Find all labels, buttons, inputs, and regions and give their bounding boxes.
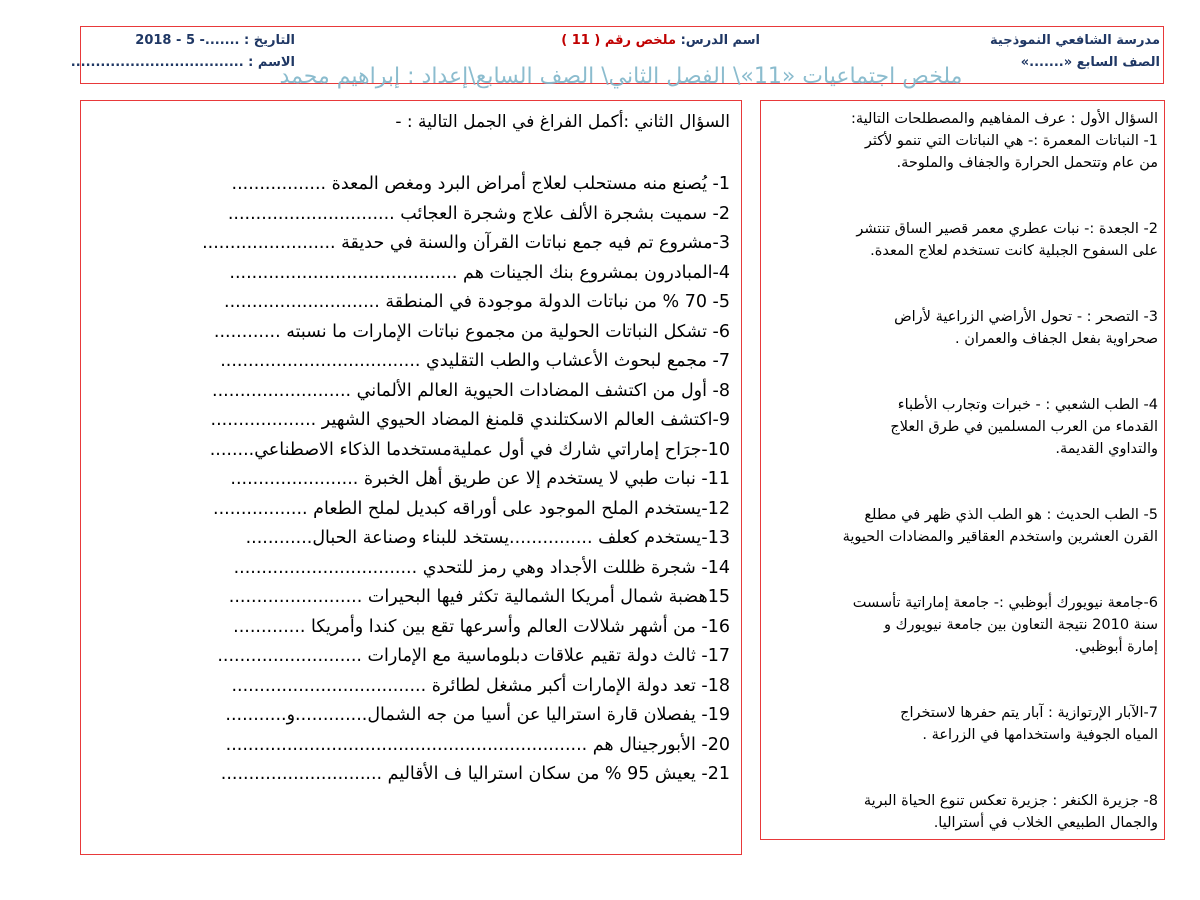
definition-item [770,306,1158,350]
definition-item [770,702,1158,746]
definition-line: القرن العشرين واستخدم العقاقير والمضادات الحيوية [842,529,1158,545]
question-one-title: السؤال الأول : عرف المفاهيم والمصطلحات التالية: [851,111,1158,127]
definition-line: 6-جامعة نيويورك أبوظبي :- جامعة إماراتية تأسست [852,595,1158,611]
grade-line: الصف السابع «.......» [1020,55,1160,70]
school-name: مدرسة الشافعي النموذجية [990,33,1160,48]
definition-line: إمارة أبوظبي. [1074,639,1158,655]
definition-line: 4- الطب الشعبي : - خبرات وتجارب الأطباء [897,397,1158,413]
blank-question: 19- يفصلان قارة استراليا عن أسيا من جه الشمال.............و........... [225,705,730,725]
definition-line: 8- جزيرة الكنغر : جزيرة تعكس تنوع الحياة البرية [863,793,1158,809]
definition-line: 5- الطب الحديث : هو الطب الذي ظهر في مطلع [864,507,1158,523]
definition-item [770,790,1158,834]
lesson-label: اسم الدرس: [680,33,760,48]
definition-line: صحراوية بفعل الجفاف والعمران . [955,331,1158,347]
definition-line: 7-الآبار الإرتوازية : آبار يتم حفرها لاستخراج [900,705,1158,721]
blank-question: 9-اكتشف العالم الاسكتلندي قلمنغ المضاد الحيوي الشهير ................... [210,410,730,430]
definition-item [770,592,1158,658]
blank-question: 11- نبات طبي لا يستخدم إلا عن طريق أهل الخبرة ....................... [230,469,730,489]
name-line: الاسم : ................................... [70,55,295,70]
blank-question: 12-يستخدم الملح الموجود على أوراقه كبديل لملح الطعام ................. [213,498,730,519]
blank-question: 17- ثالث دولة تقيم علاقات دبلوماسية مع الإمارات .......................... [217,646,730,666]
definition-item [770,504,1158,548]
definition-line: من عام وتتحمل الحرارة والجفاف والملوحة. [896,155,1158,171]
blank-question: 15هضبة شمال أمريكا الشمالية تكثر فيها البحيرات ........................ [228,587,730,607]
blank-question: 8- أول من اكتشف المضادات الحيوية العالم الألماني ......................... [212,380,730,401]
blank-question: 4-المبادرون بمشروع بنك الجينات هم ......................................... [229,262,730,283]
blank-question: 3-مشروع تم فيه جمع نباتات القرآن والسنة في حديقة ........................ [202,233,730,253]
definition-line: 3- التصحر : - تحول الأراضي الزراعية لأراض [894,309,1158,325]
blank-question: 6- تشكل النباتات الحولية من مجموع نباتات الإمارات ما نسبته ............ [213,321,730,342]
lesson-value: ملخص رقم ( 11 ) [561,33,677,48]
definition-line: والتداوي القديمة. [1055,441,1158,457]
blank-question: 13-يستخدم كعلف ...............يستخد للبناء وصناعة الحبال............ [245,528,730,548]
definition-line: القدماء من العرب المسلمين في طرق العلاج [890,419,1158,435]
definition-item [770,218,1158,262]
lesson-title [561,33,760,48]
date-line: التاريخ : .......- 5 - 2018 [135,33,295,48]
definitions-list [770,130,1158,834]
blank-question: 18- تعد دولة الإمارات أكبر مشغل لطائرة ................................... [231,675,730,696]
blank-question: 7- مجمع لبحوث الأعشاب والطب التقليدي .................................... [220,351,730,371]
definition-line: 2- الجعدة :- نبات عطري معمر قصير الساق تنتشر [856,221,1158,237]
blank-question: 14- شجرة ظللت الأجداد وهي رمز للتحدي ................................. [233,557,730,578]
blank-question: 10-جرَاح إماراتي شارك في أول عمليةمستخدما الذكاء الاصطناعي........ [209,439,730,460]
definition-line: المياه الجوفية واستخدامها في الزراعة . [922,727,1158,743]
definition-item [770,130,1158,174]
watermark-title: ملخص اجتماعيات «11»\ الفصل الثاني\ الصف السابع\إعداد : إبراهيم محمد [279,64,963,89]
definition-line: سنة 2010 نتيجة التعاون بين جامعة نيويورك و [883,617,1158,633]
question-two-title: السؤال الثاني :أكمل الفراغ في الجمل التالية : - [395,112,730,132]
definition-line: والجمال الطبيعي الخلاب في أستراليا. [933,815,1158,831]
blank-question: 5- 70 % من نباتات الدولة موجودة في المنطقة ............................ [224,292,730,312]
blank-question: 16- من أشهر شلالات العالم وأسرعها تقع بين كندا وأمريكا ............. [233,616,730,637]
fill-blanks-list [96,170,730,790]
blank-question: 2- سميت بشجرة الألف علاج وشجرة العجائب .............................. [227,203,730,224]
definition-item [770,394,1158,460]
definition-line: 1- النباتات المعمرة :- هي النباتات التي تنمو لأكثر [864,133,1158,149]
blank-question: 1- يُصنع منه مستحلب لعلاج أمراض البرد ومغص المعدة ................. [231,174,730,194]
blank-question: 21- يعيش 95 % من سكان استراليا ف الأقاليم ............................. [220,764,730,784]
definition-line: على السفوح الجبلية كانت تستخدم لعلاج المعدة. [870,243,1158,259]
definitions-section [770,108,1158,834]
blank-question: 20- الأبورجينال هم ................................................................. [225,734,730,755]
